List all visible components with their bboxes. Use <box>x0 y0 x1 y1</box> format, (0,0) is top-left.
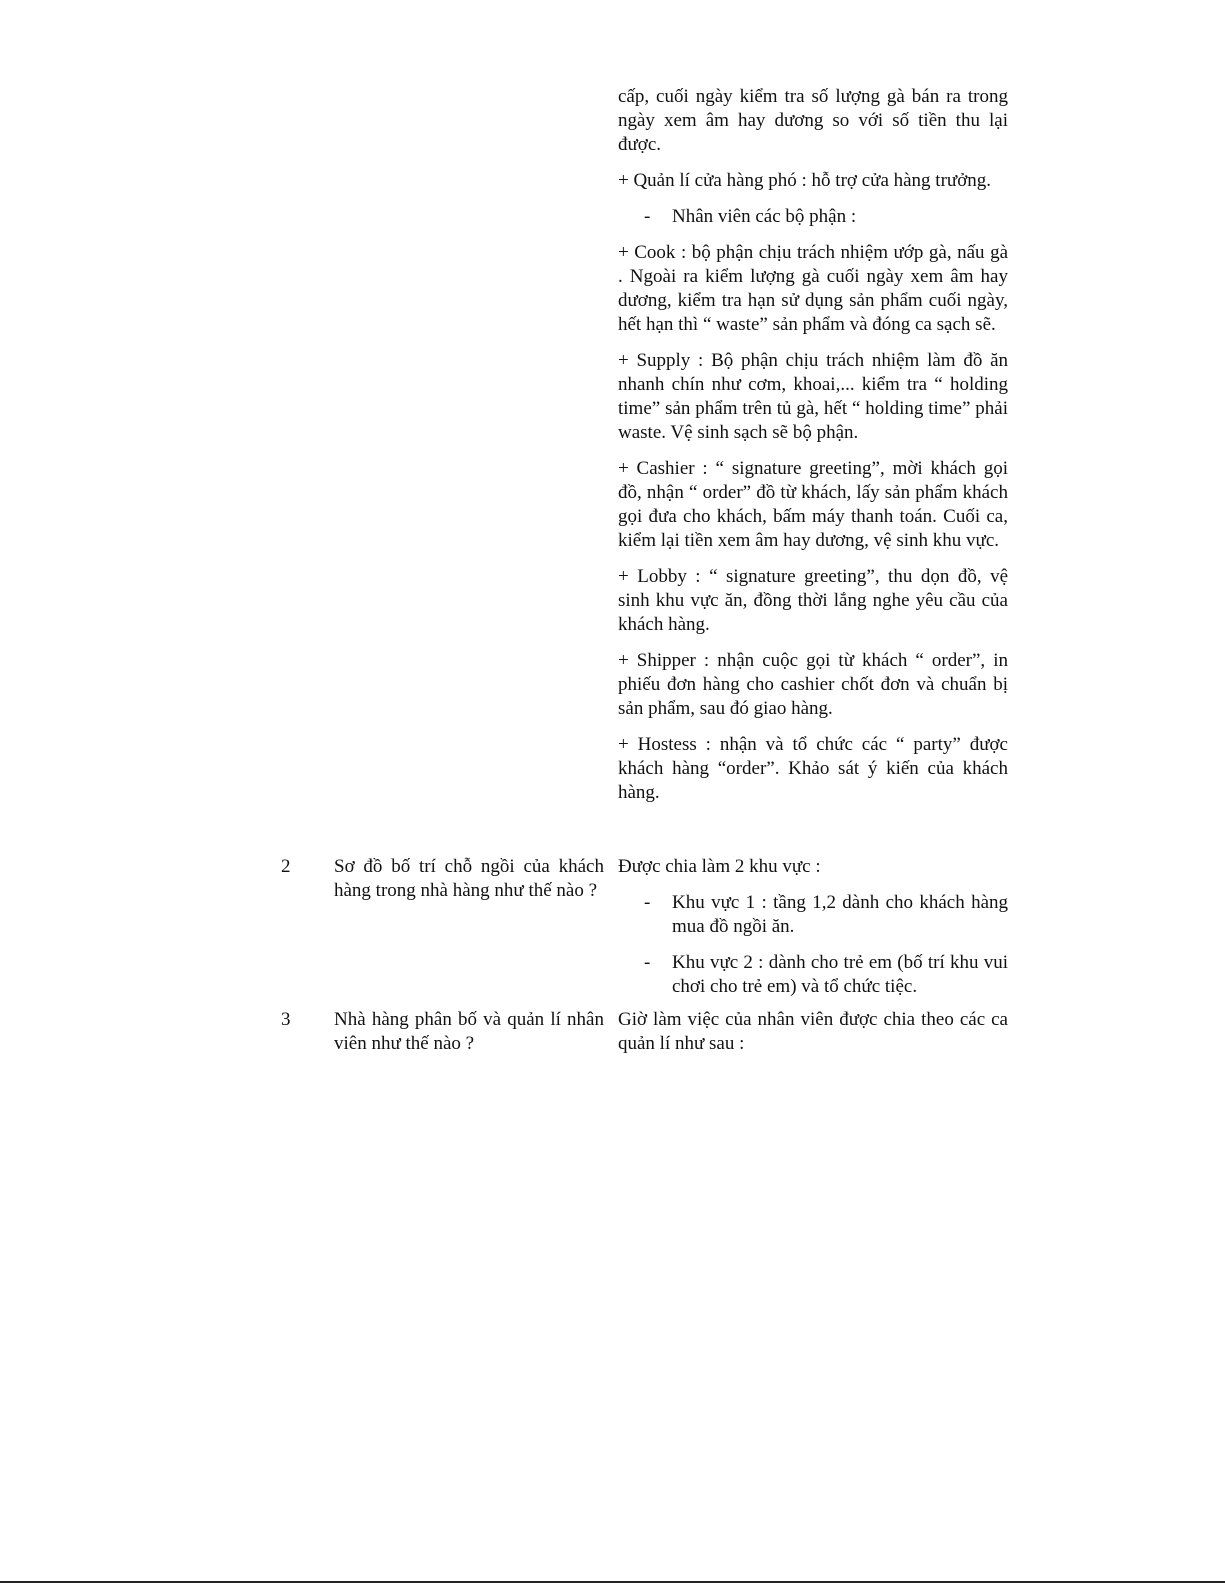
question-text: Nhà hàng phân bố và quản lí nhân viên như thế nào ? <box>334 1009 604 1054</box>
list-item-text: Khu vực 2 : dành cho trẻ em (bố trí khu vui chơi cho trẻ em) và tổ chức tiệc. <box>672 952 1008 997</box>
paragraph-lobby: + Lobby : “ signature greeting”, thu dọn đồ, vệ sinh khu vực ăn, đồng thời lắng nghe yêu cầu của khách hàng. <box>618 566 1008 635</box>
list-item-text: Nhân viên các bộ phận : <box>672 206 857 227</box>
row-number: 3 <box>281 1009 291 1030</box>
answer-intro: Giờ làm việc của nhân viên được chia theo các ca quản lí như sau : <box>618 1009 1008 1054</box>
list-item-area-1 <box>618 891 1008 939</box>
dash-marker: - <box>644 206 651 227</box>
answer-cell <box>618 1008 1008 1056</box>
paragraph-store-manager-end: cấp, cuối ngày kiểm tra số lượng gà bán ra trong ngày xem âm hay dương so với số tiền thu lại được. <box>618 86 1008 155</box>
paragraph-hostess: + Hostess : nhận và tổ chức các “ party” được khách hàng “order”. Khảo sát ý kiến của khách hàng. <box>618 734 1008 803</box>
list-item-departments <box>618 205 1008 229</box>
dash-marker: - <box>644 892 651 913</box>
list-item-area-2 <box>618 951 1008 999</box>
question-text: Sơ đồ bố trí chỗ ngồi của khách hàng trong nhà hàng như thế nào ? <box>334 856 604 901</box>
page-bottom-border <box>0 1581 1225 1583</box>
paragraph-cook: + Cook : bộ phận chịu trách nhiệm ướp gà, nấu gà . Ngoài ra kiểm lượng gà cuối ngày xem âm hay dương, kiểm tra hạn sử dụng sản phẩm cuối ngày, hết hạn thì “ waste” sản phẩm và đóng ca sạch sẽ. <box>618 242 1008 335</box>
dash-marker: - <box>644 952 651 973</box>
row-1-answer-continuation <box>618 85 1008 805</box>
paragraph-supply: + Supply : Bộ phận chịu trách nhiệm làm đồ ăn nhanh chín như cơm, khoai,... kiểm tra “ holding time” sản phẩm trên tủ gà, hết “ holding time” phải waste. Vệ sinh sạch sẽ bộ phận. <box>618 350 1008 443</box>
answer-cell <box>618 855 1008 1011</box>
list-item-text: Khu vực 1 : tầng 1,2 dành cho khách hàng mua đồ ngồi ăn. <box>672 892 1008 937</box>
row-number: 2 <box>281 856 291 877</box>
answer-intro: Được chia làm 2 khu vực : <box>618 856 821 877</box>
paragraph-shipper: + Shipper : nhận cuộc gọi từ khách “ order”, in phiếu đơn hàng cho cashier chốt đơn và chuẩn bị sản phẩm, sau đó giao hàng. <box>618 650 1008 719</box>
paragraph-deputy-manager: + Quản lí cửa hàng phó : hỗ trợ cửa hàng trưởng. <box>618 170 992 191</box>
paragraph-cashier: + Cashier : “ signature greeting”, mời khách gọi đồ, nhận “ order” đồ từ khách, lấy sản phẩm khách gọi đưa cho khách, bấm máy thanh toán. Cuối ca, kiểm lại tiền xem âm hay dương, vệ sinh khu vực. <box>618 458 1008 551</box>
